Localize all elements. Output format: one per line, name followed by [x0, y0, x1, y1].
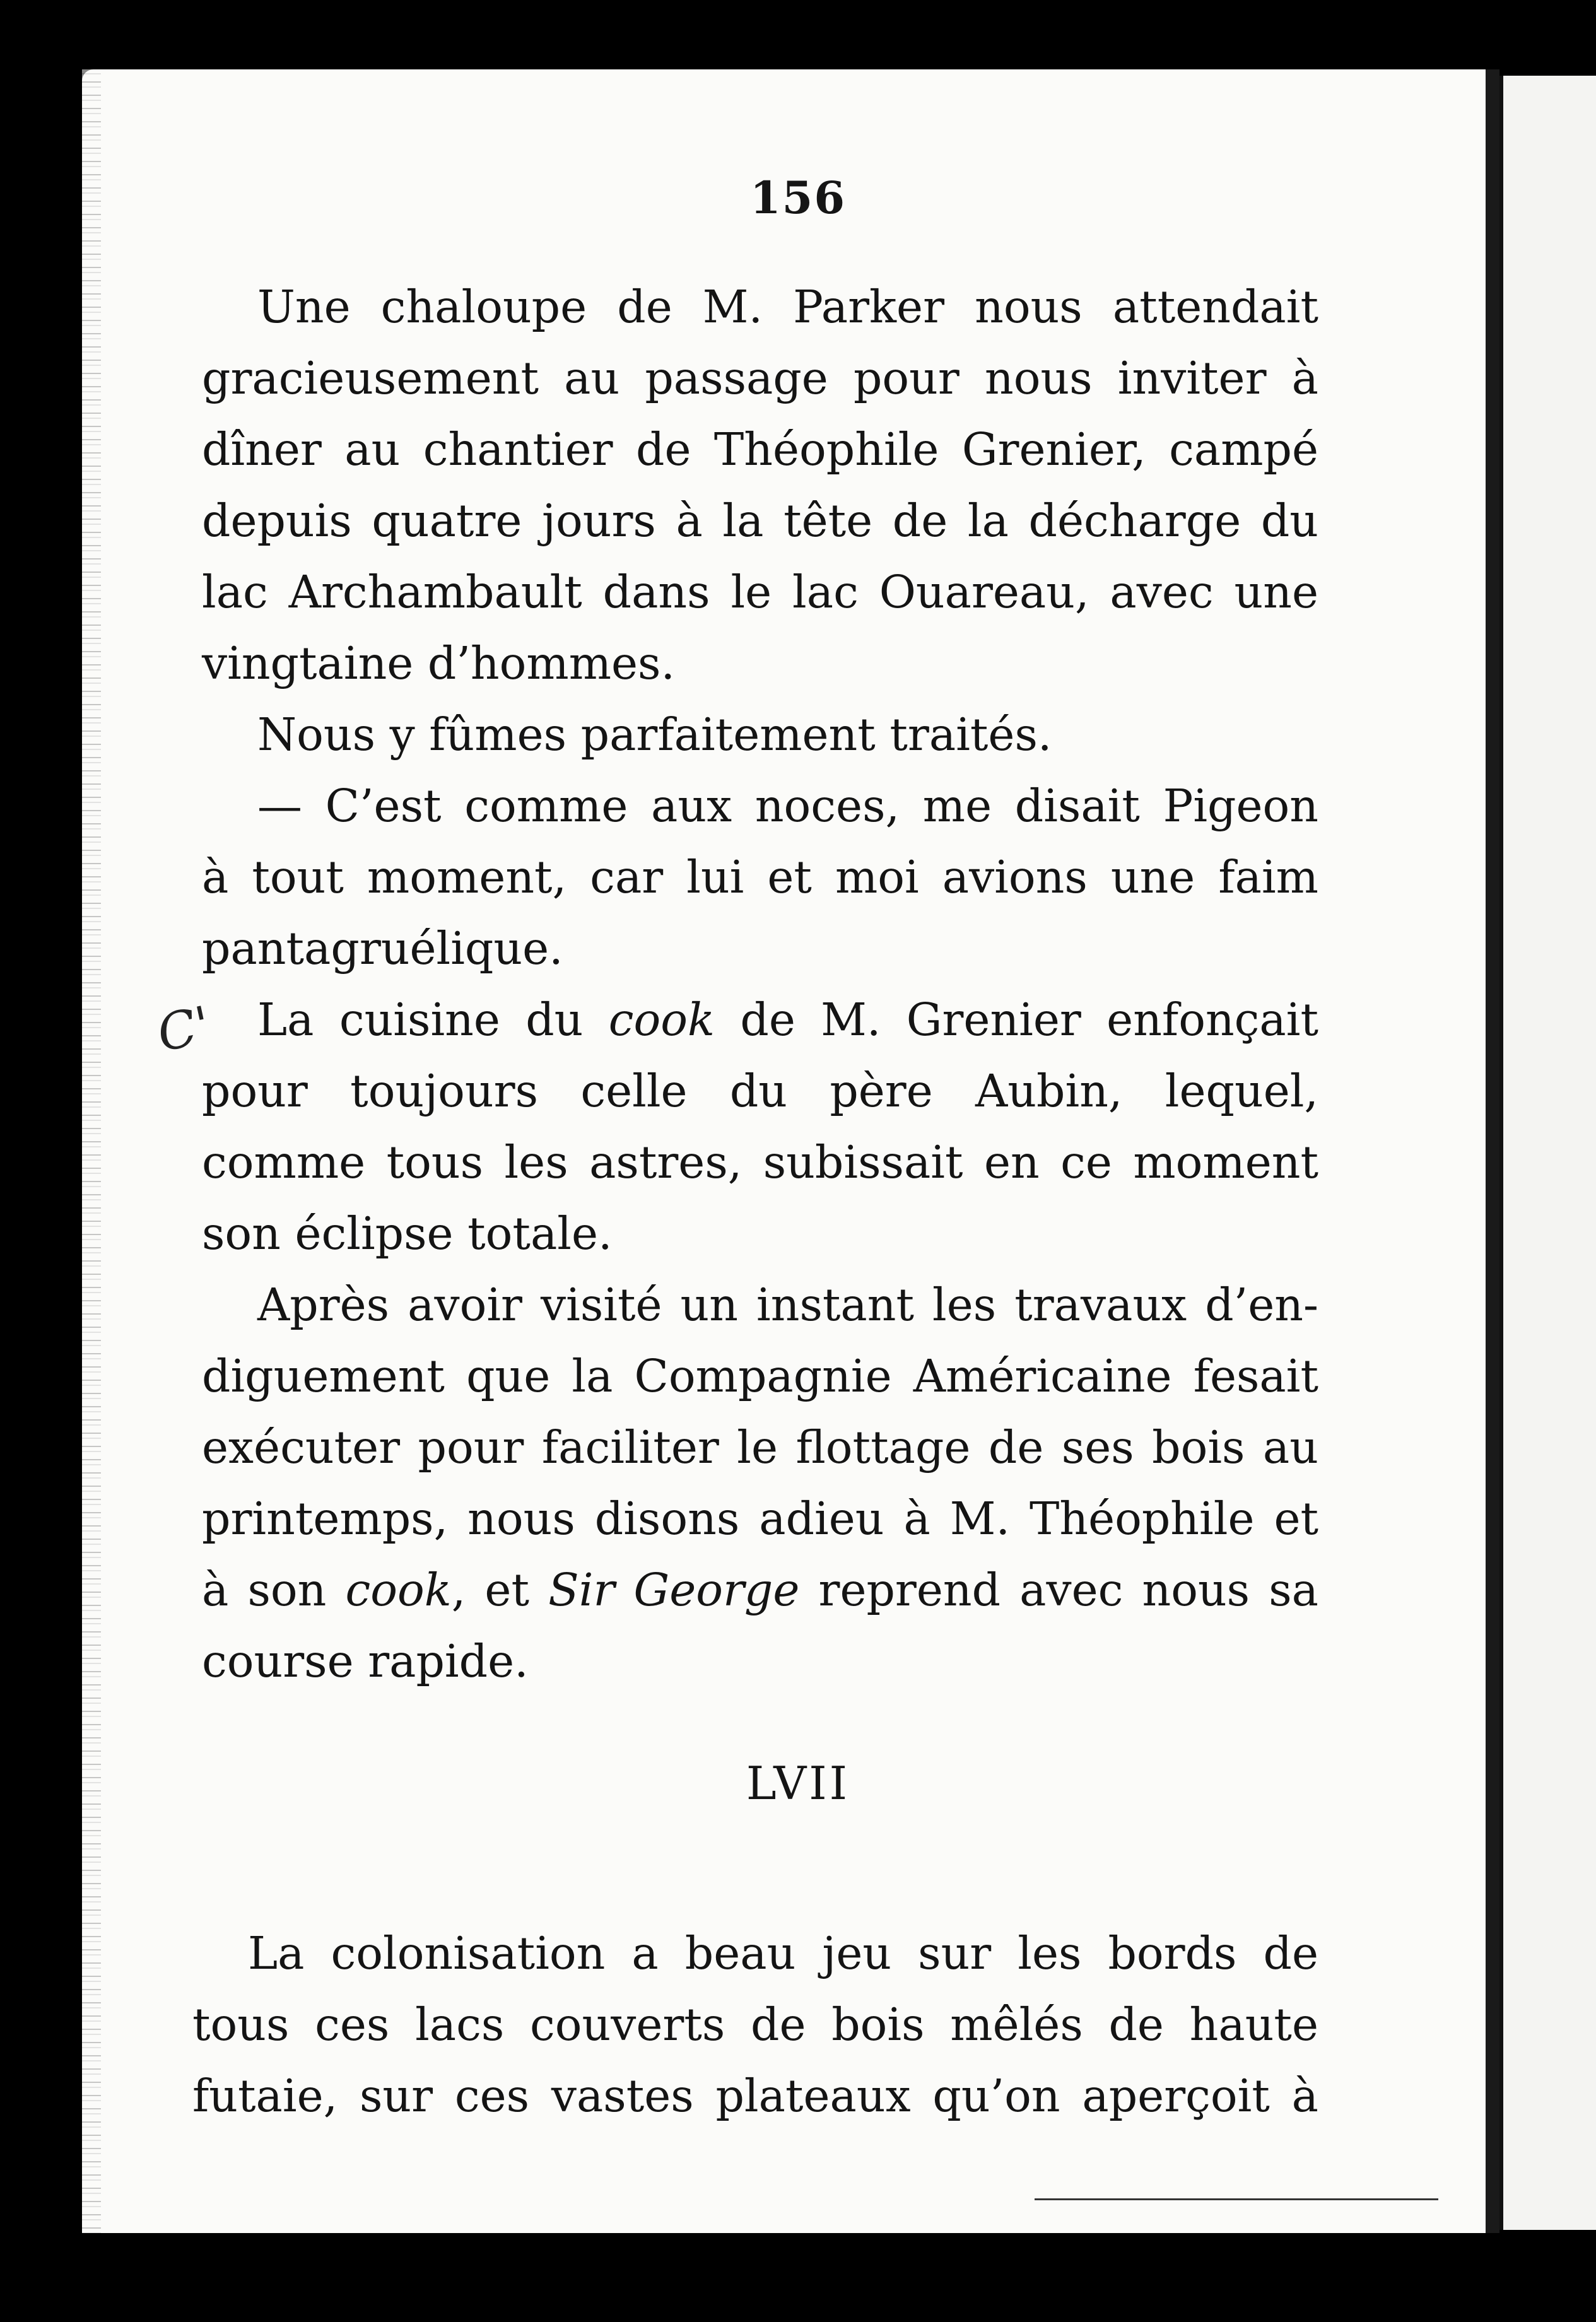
- text-line: [202, 1554, 1318, 1626]
- text-line: La colonisation a beau jeu sur les bords de: [248, 1927, 1318, 1979]
- text-line: dîner au chantier de Théophile Grenier, campé: [202, 423, 1318, 476]
- text-line: son éclipse totale.: [202, 1207, 613, 1260]
- text-line: tous ces lacs couverts de bois mêlés de haute: [192, 1998, 1318, 2051]
- italic-word: cook: [608, 994, 715, 1046]
- text-line: Après avoir visité un instant les travaux d’en-: [257, 1279, 1318, 1331]
- handwritten-margin-mark: C': [152, 995, 216, 1064]
- text-line: printemps, nous disons adieu à M. Théophile et: [202, 1492, 1318, 1545]
- text-line: comme tous les astres, subissait en ce moment: [202, 1136, 1318, 1188]
- paragraph-4: [202, 984, 1318, 1269]
- text-fragment: , et: [451, 1564, 549, 1616]
- text-line: futaie, sur ces vastes plateaux qu’on aperçoit à: [192, 2070, 1318, 2122]
- italic-word: cook: [345, 1564, 452, 1616]
- paragraph-2: [202, 699, 1318, 770]
- text-line: Une chaloupe de M. Parker nous attendait: [257, 281, 1318, 333]
- section-heading: LVII: [746, 1757, 850, 1810]
- text-line: gracieusement au passage pour nous inviter à: [202, 352, 1318, 404]
- text-line: [202, 984, 1318, 1055]
- text-line: lac Archambault dans le lac Ouareau, avec une: [202, 566, 1318, 618]
- paragraph-1: [202, 271, 1318, 699]
- text-line: diguement que la Compagnie Américaine fesait: [202, 1350, 1318, 1402]
- text-line: à tout moment, car lui et moi avions une faim: [202, 851, 1318, 903]
- paragraph-5: [202, 1269, 1318, 1697]
- text-fragment: reprend avec nous sa: [799, 1564, 1318, 1616]
- text-fragment: de M. Grenier enfonçait: [715, 994, 1318, 1046]
- text-line: course rapide.: [202, 1635, 529, 1687]
- text-line: — C’est comme aux noces, me disait Pigeon: [257, 780, 1318, 832]
- paragraph-6: [192, 1918, 1318, 2131]
- text-line: pantagruélique.: [202, 922, 563, 975]
- next-page-edge-line: [1499, 76, 1503, 2230]
- text-line: depuis quatre jours à la tête de la décharge du: [202, 495, 1318, 547]
- page-gutter-shadow: [1486, 69, 1499, 2233]
- text-fragment: La cuisine du: [257, 994, 609, 1046]
- text-line: pour toujours celle du père Aubin, lequel,: [202, 1065, 1318, 1117]
- page-number: 156: [749, 172, 847, 224]
- italic-word: Sir George: [548, 1564, 800, 1616]
- text-line: Nous y fûmes parfaitement traités.: [257, 708, 1052, 761]
- footer-rule: [1035, 2198, 1438, 2200]
- text-fragment: à son: [202, 1564, 346, 1616]
- paragraph-3: [202, 770, 1318, 984]
- text-line: exécuter pour faciliter le flottage de ses bois au: [202, 1421, 1318, 1474]
- text-line: vingtaine d’hommes.: [202, 637, 676, 689]
- next-page-edge: [1499, 76, 1596, 2230]
